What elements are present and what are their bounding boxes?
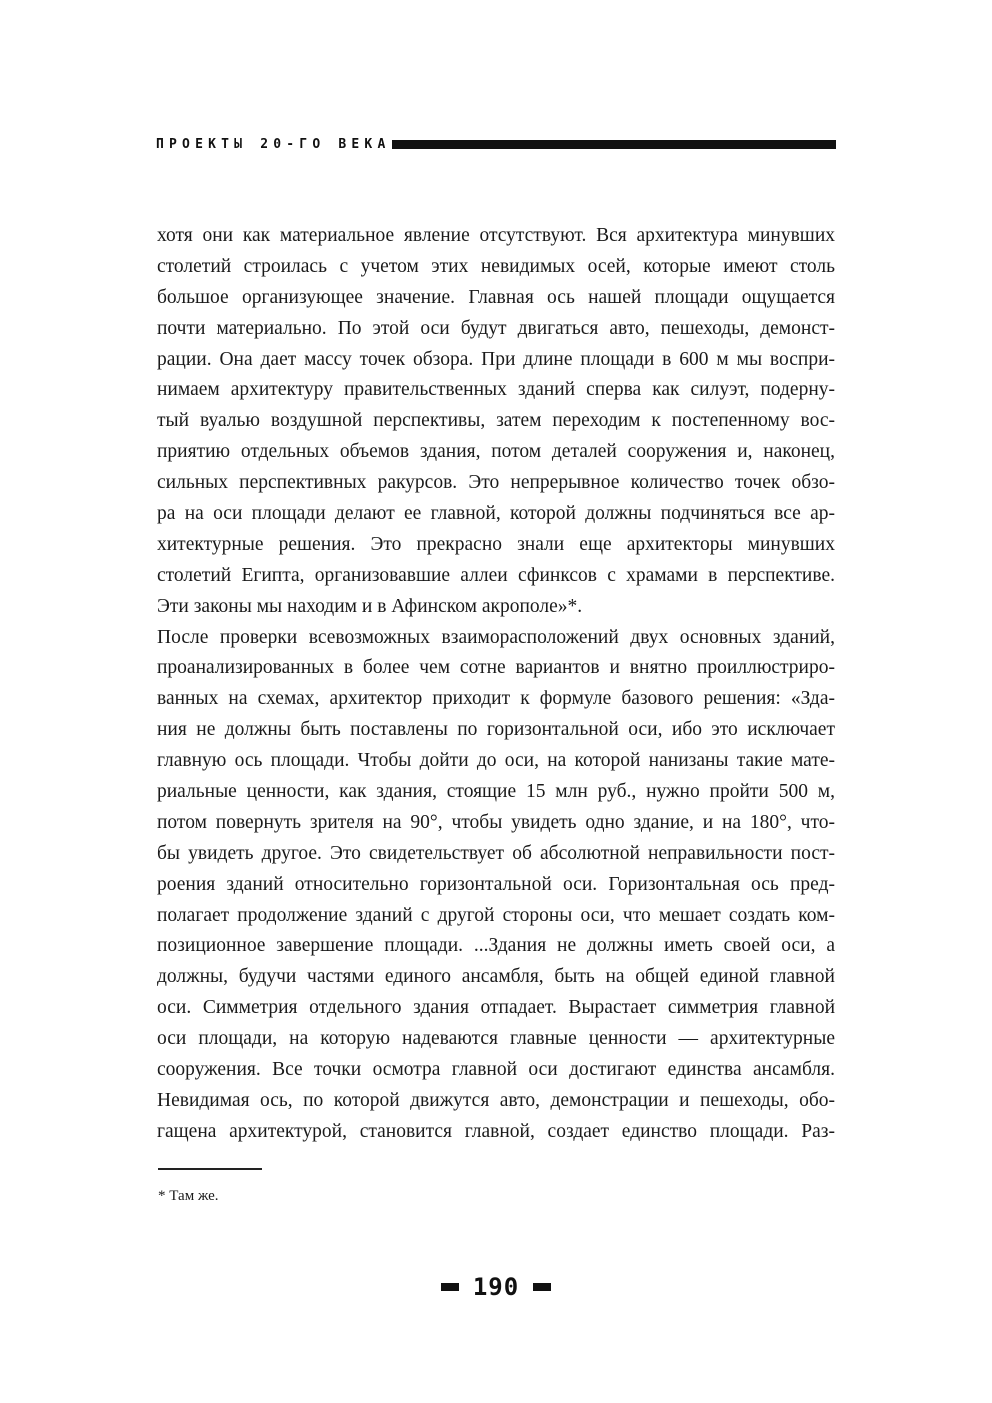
text-line: оси. Симметрия отдельного здания отпадает. Вырастает симметрия главной	[157, 997, 835, 1019]
text-line: хотя они как материальное явление отсутствуют. Вся архитектура минувших	[157, 225, 835, 246]
text-line: тый вуалью воздушной перспективы, затем переходим к постепенному вос-	[157, 410, 835, 432]
page-number: 190	[472, 1273, 520, 1301]
text-line: Невидимая ось, по которой движутся авто, демонстрации и пешеходы, обо-	[157, 1089, 835, 1111]
text-line: главную ось площади. Чтобы дойти до оси, на которой нанизаны такие мате-	[157, 750, 835, 772]
running-header	[156, 134, 836, 154]
text-line: столетий строилась с учетом этих невидимых осей, которые имеют столь	[157, 255, 835, 277]
text-line: должны, будучи частями единого ансамбля, быть на общей единой главной	[157, 966, 835, 988]
text-line: позиционное завершение площади. ...Здания не должны иметь своей оси, а	[157, 935, 835, 957]
text-line: бы увидеть другое. Это свидетельствует об абсолютной неправильности пост-	[157, 842, 835, 864]
text-line: После проверки всевозможных взаиморасположений двух основных зданий,	[157, 626, 835, 648]
text-line: ванных на схемах, архитектор приходит к формуле базового решения: «Зда-	[157, 688, 835, 710]
text-line: большое организующее значение. Главная ось нашей площади ощущается	[157, 286, 835, 308]
footnote: * Там же.	[158, 1188, 219, 1204]
text-line: рации. Она дает массу точек обзора. При длине площади в 600 м мы воспри-	[157, 348, 835, 370]
text-line: оси площади, на которую надеваются главные ценности — архитектурные	[157, 1028, 835, 1050]
body-text	[157, 221, 835, 1148]
text-line: ра на оси площади делают ее главной, которой должны подчиняться все ар-	[157, 503, 835, 525]
text-line: ния не должны быть поставлены по горизонтальной оси, ибо это исключает	[157, 719, 835, 741]
footnote-rule	[158, 1168, 262, 1170]
text-line: роения зданий относительно горизонтальной оси. Горизонтальная ось пред-	[157, 873, 835, 895]
folio-mark-right	[533, 1283, 551, 1291]
text-line: приятию отдельных объемов здания, потом деталей сооружения и, наконец,	[157, 441, 835, 463]
folio-mark-left	[441, 1283, 459, 1291]
text-line: нимаем архитектуру правительственных зданий сперва как силуэт, подерну-	[157, 379, 835, 401]
text-line: полагает продолжение зданий с другой стороны оси, что мешает создать ком-	[157, 904, 835, 926]
text-line: сооружения. Все точки осмотра главной оси достигают единства ансамбля.	[157, 1059, 835, 1081]
text-line: хитектурные решения. Это прекрасно знали еще архитекторы минувших	[157, 533, 835, 555]
header-rule	[392, 140, 836, 149]
running-title: ПРОЕКТЫ 20-ГО ВЕКА	[156, 136, 391, 152]
text-line: потом повернуть зрителя на 90°, чтобы увидеть одно здание, и на 180°, что-	[157, 811, 835, 833]
page-folio	[0, 1273, 992, 1301]
text-line: почти материально. По этой оси будут двигаться авто, пешеходы, демонст-	[157, 317, 835, 339]
text-line: проанализированных в более чем сотне вариантов и внятно проиллюстриро-	[157, 657, 835, 679]
text-line: Эти законы мы находим и в Афинском акрополе»*.	[157, 595, 583, 617]
text-line: гащена архитектурой, становится главной, создает единство площади. Раз-	[157, 1120, 835, 1142]
text-line: сильных перспективных ракурсов. Это непрерывное количество точек обзо-	[157, 472, 835, 494]
text-line: риальные ценности, как здания, стоящие 15 млн руб., нужно пройти 500 м,	[157, 781, 835, 803]
text-line: столетий Египта, организовавшие аллеи сфинксов с храмами в перспективе.	[157, 564, 835, 586]
